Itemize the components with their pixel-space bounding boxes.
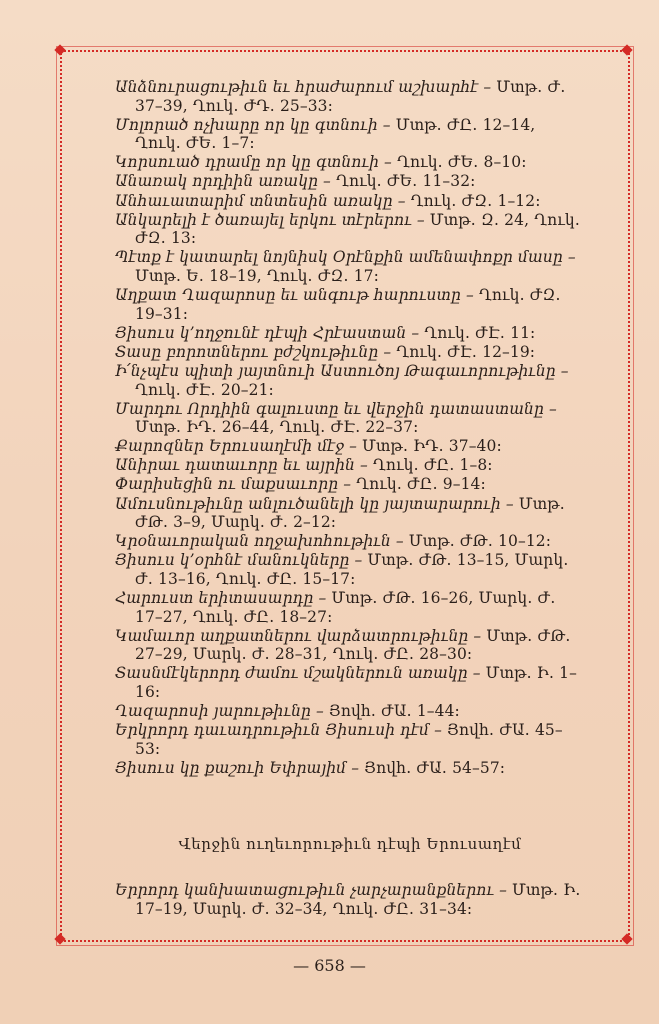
index-entry xyxy=(115,627,585,664)
entry-topic: Պէտք է կատարել նոյնիսկ Օրէնքին ամենափոքր մասը – xyxy=(115,248,576,267)
entry-reference: Ղուկ․ ԺԷ․ 11: xyxy=(424,323,536,342)
index-entry xyxy=(115,495,585,532)
entry-topic: Յիսուս կ’օրհնէ մանուկները – xyxy=(115,551,363,570)
entry-reference: Ղուկ․ ԺԵ․ 11–32: xyxy=(335,172,476,191)
index-entry xyxy=(115,400,585,437)
entry-reference: Ղուկ․ ԺԶ․ 19–31: xyxy=(135,286,561,323)
entry-topic: Անիրաւ դատաւորը եւ այրին – xyxy=(115,456,368,475)
entry-reference: Մտթ․ ԻԴ․ 37–40: xyxy=(362,437,502,456)
entry-reference: Մտթ․ ԺԹ․ 27–29, Մարկ․ Ժ․ 28–31, Ղուկ․ ԺԸ․ 28–30: xyxy=(135,626,571,664)
entry-reference: Մտթ․ Զ․ 24, Ղուկ․ ԺԶ․ 13: xyxy=(135,210,581,248)
entry-topic: Անձնուրացութիւն եւ հրաժարում աշխարհէ – xyxy=(115,78,492,96)
entry-topic: Մոլորած ոչխարը որ կը գտնուի – xyxy=(115,115,391,134)
index-entry xyxy=(115,116,585,153)
index-entry xyxy=(115,324,585,343)
entry-reference: Յովհ․ ԺԱ․ 45–53: xyxy=(135,721,563,758)
entry-topic: Անկարելի է ծառայել երկու տէրերու – xyxy=(115,210,425,229)
entry-reference: Մտթ․ Ի․ 1–16: xyxy=(135,664,577,701)
entry-reference: Ղուկ․ ԺԷ․ 20–21: xyxy=(135,380,274,399)
index-entry xyxy=(115,437,585,456)
index-entry xyxy=(115,78,585,115)
entry-topic: Ղազարոսի յարութիւնը – xyxy=(115,702,324,721)
entry-topic: Հարուստ երիտասարդը – xyxy=(115,589,327,608)
index-entry xyxy=(115,475,585,494)
entry-reference: Յովհ․ ԺԱ․ 54–57: xyxy=(364,758,506,777)
index-entry xyxy=(115,343,585,362)
index-content xyxy=(115,78,585,919)
index-entry xyxy=(115,702,585,721)
entry-topic: Յիսուս կը քաշուի Եփրայիմ – xyxy=(115,758,360,777)
entry-topic: Քարոզներ Երուսաղէմի մէջ – xyxy=(115,437,357,456)
entry-topic: Կամաւոր աղքատներու վարձատրութիւնը – xyxy=(115,626,482,645)
index-entry xyxy=(115,286,585,323)
entry-reference: Մտթ․ Ի․ 17–19, Մարկ․ Ժ․ 32–34, Ղուկ․ ԺԸ․ 31–34: xyxy=(135,881,581,919)
index-entry xyxy=(115,172,585,191)
entry-reference: Մտթ․ ԻԴ․ 26–44, Ղուկ․ ԺԷ․ 22–37: xyxy=(135,418,419,437)
entry-reference: Մտթ․ ԺԸ․ 12–14, Ղուկ․ ԺԵ․ 1–7: xyxy=(135,115,536,153)
entry-reference: Մտթ․ ԺԹ․ 3–9, Մարկ․ Ժ․ 2–12: xyxy=(135,494,565,532)
entry-topic: Անառակ որդիին առակը – xyxy=(115,172,331,191)
index-entry xyxy=(115,759,585,778)
entry-reference: Ղուկ․ ԺԷ․ 12–19: xyxy=(396,342,536,361)
entry-reference: Մտթ․ Ե․ 18–19, Ղուկ․ ԺԶ․ 17: xyxy=(135,266,379,285)
index-entry xyxy=(115,721,585,758)
index-entry xyxy=(115,589,585,626)
index-entry xyxy=(115,362,585,399)
entry-reference: Յովհ․ ԺԱ․ 1–44: xyxy=(328,702,460,721)
entry-topic: Տասը բորոտներու բժշկութիւնը – xyxy=(115,342,392,361)
index-entry xyxy=(115,551,585,588)
entry-topic: Երրորդ կանխատացութիւն չարչարանքներու – xyxy=(115,881,507,900)
entry-reference: Ղուկ․ ԺԸ․ 1–8: xyxy=(372,456,493,475)
entry-reference: Ղուկ․ ԺԸ․ 9–14: xyxy=(356,475,486,494)
entry-topic: Մարդու Որդիին գալուստը եւ վերջին դատաստանը – xyxy=(115,399,557,418)
entries-list xyxy=(115,78,585,777)
index-entry xyxy=(115,192,585,211)
entry-topic: Ի՛նչպէս պիտի յայտնուի Աստուծոյ Թագաւորութիւնը – xyxy=(115,361,569,380)
page-number: — 658 — xyxy=(293,956,366,975)
entry-reference: Ղուկ․ ԺԵ․ 8–10: xyxy=(396,153,527,172)
index-entry xyxy=(115,248,585,285)
entry-reference: Ղուկ․ ԺԶ․ 1–12: xyxy=(410,191,541,210)
entry-topic: Կրօնաւորական ողջախոհութիւն – xyxy=(115,532,404,551)
entry-topic: Կորսուած դրամը որ կը գտնուի – xyxy=(115,153,392,172)
entry-topic: Տասնմէկերորդ ժամու մշակներուն առակը – xyxy=(115,664,481,683)
entry-reference: Մտթ․ ԺԹ․ 10–12: xyxy=(408,532,552,551)
entry-topic: Ամուսնութիւնը անլուծանելի կը յայտարարուի – xyxy=(115,494,514,513)
index-entry xyxy=(115,153,585,172)
index-entry xyxy=(115,456,585,475)
entry-reference: Մտթ․ ԺԹ․ 16–26, Մարկ․ Ժ․ 17–27, Ղուկ․ ԺԸ․ 18–27: xyxy=(135,589,556,626)
index-entry xyxy=(115,664,585,701)
entry-topic: Յիսուս կ’ողջունէ դէպի Հրէաստան – xyxy=(115,323,420,342)
final-entry xyxy=(115,881,585,918)
entry-topic: Փարիսեցին ու մաքսաւորը – xyxy=(115,475,352,494)
entry-reference: Մտթ․ Ժ․ 37–39, Ղուկ․ ԺԴ․ 25–33: xyxy=(135,78,566,115)
section-title: Վերջին ուղեւորութիւն դէպի Երուսաղէմ xyxy=(178,835,522,854)
index-entry xyxy=(115,532,585,551)
entry-reference: Մտթ․ ԺԹ․ 13–15, Մարկ․ Ժ․ 13–16, Ղուկ․ ԺԸ․ 15–17: xyxy=(135,551,569,588)
index-entry xyxy=(115,211,585,248)
entry-topic: Աղքատ Ղազարոսը եւ անգութ հարուստը – xyxy=(115,286,474,305)
entry-topic: Երկրորդ դաւադրութիւն Յիսուսի դէմ – xyxy=(115,721,442,740)
entry-topic: Անհաւատարիմ տնտեսին առակը – xyxy=(115,191,406,210)
